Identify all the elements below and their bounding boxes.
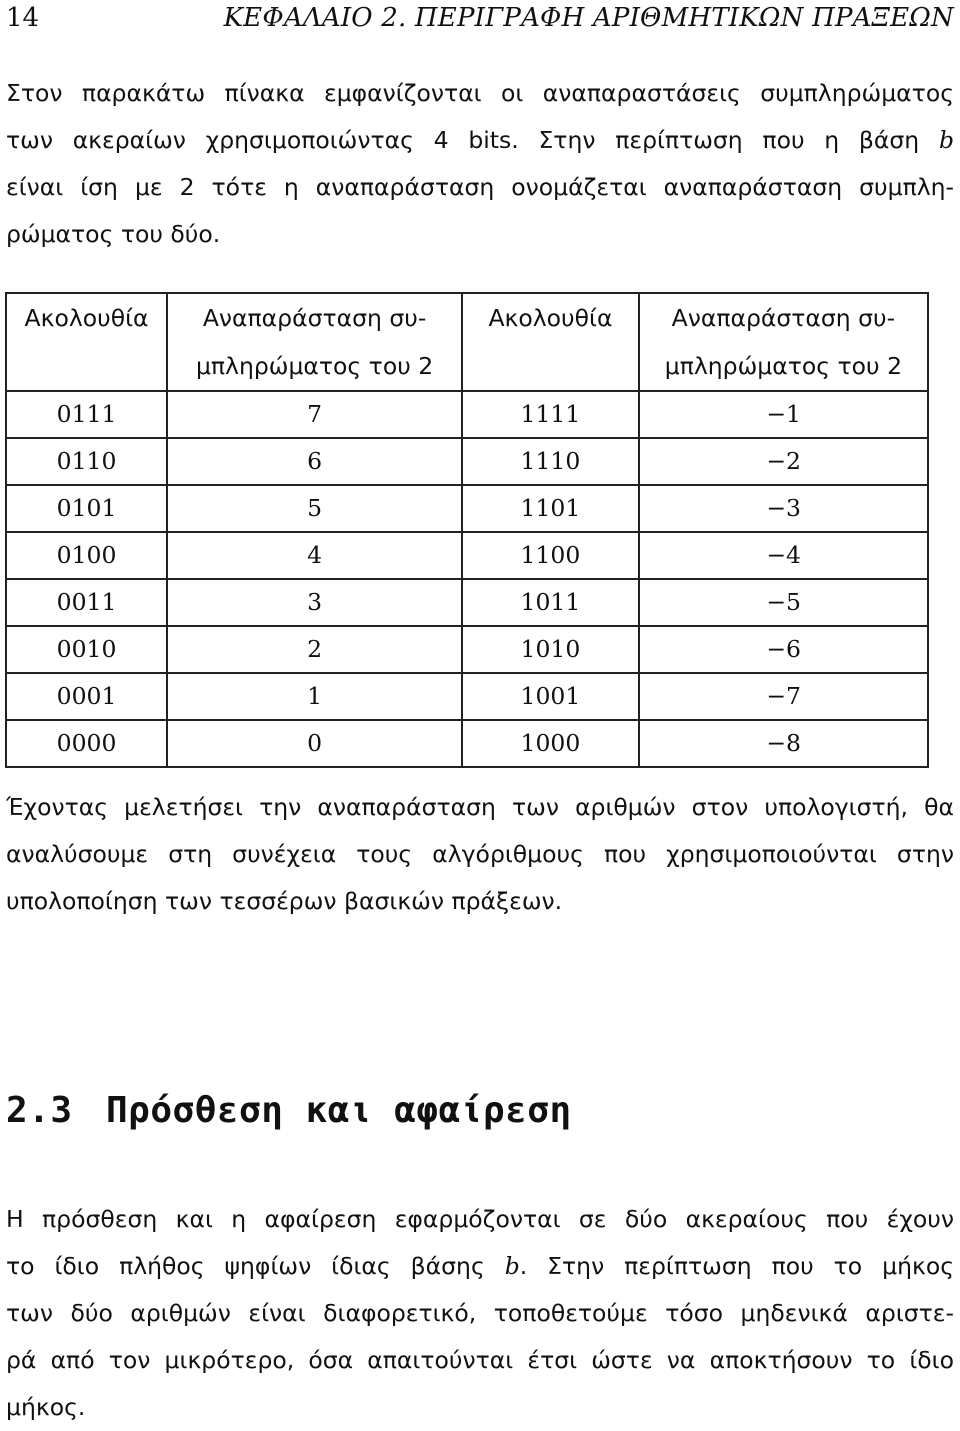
table-header-cell: Αναπαράσταση συ- μπληρώματος του 2 [167, 293, 462, 391]
table-cell: 0111 [6, 391, 167, 438]
page-number: 14 [6, 3, 40, 33]
table-cell: 1001 [462, 673, 639, 720]
running-header [6, 0, 954, 36]
intro-line: Στον παρακάτω πίνακα εμφανίζονται οι αναπαραστάσεις συμπληρώματος [6, 79, 954, 107]
table-cell: 5 [167, 485, 462, 532]
table-cell: 1 [167, 673, 462, 720]
table-row [6, 391, 928, 438]
paragraph-line: των δύο αριθμών είναι διαφορετικό, τοποθετούμε τόσο μηδενικά αριστε- [6, 1299, 954, 1327]
table-cell: 1101 [462, 485, 639, 532]
table-cell: 1011 [462, 579, 639, 626]
paragraph-line: ρά από τον μικρότερο, όσα απαιτούνται έτσι ώστε να αποκτήσουν το ίδιο [6, 1346, 954, 1374]
table-row [6, 673, 928, 720]
math-variable-b: b [504, 1252, 520, 1280]
table-cell: −3 [639, 485, 928, 532]
table-cell: 1000 [462, 720, 639, 767]
table-row [6, 579, 928, 626]
table-cell: 2 [167, 626, 462, 673]
table-cell: −2 [639, 438, 928, 485]
table-row [6, 720, 928, 767]
table-header-cell: Αναπαράσταση συ- μπληρώματος του 2 [639, 293, 928, 391]
table-cell: −6 [639, 626, 928, 673]
table-row [6, 626, 928, 673]
paragraph-line: Η πρόσθεση και η αφαίρεση εφαρμόζονται σε δύο ακεραίους που έχουν [6, 1205, 954, 1233]
math-variable-b: b [938, 126, 954, 154]
table-cell: 0001 [6, 673, 167, 720]
intro-line: είναι ίση με 2 τότε η αναπαράσταση ονομάζεται αναπαράσταση συμπλη- [6, 173, 954, 201]
intro-line: ρώματος του δύο. [6, 220, 221, 248]
table-cell: 3 [167, 579, 462, 626]
table-cell: −7 [639, 673, 928, 720]
table-header-row [6, 293, 928, 391]
table-row [6, 532, 928, 579]
paragraph-line: το ίδιο πλήθος ψηφίων ίδιας βάσης b. Στην περίπτωση που το μήκος [6, 1252, 954, 1280]
table-cell: 6 [167, 438, 462, 485]
table-cell: −1 [639, 391, 928, 438]
table-cell: 1110 [462, 438, 639, 485]
intro-line: των ακεραίων χρησιμοποιώντας 4 bits. Στην περίπτωση που η βάση b [6, 126, 954, 154]
table-cell: −5 [639, 579, 928, 626]
intro-paragraph [6, 70, 954, 258]
addition-subtraction-paragraph [6, 1196, 954, 1431]
table-cell: −4 [639, 532, 928, 579]
table-row [6, 485, 928, 532]
chapter-title: ΚΕΦΑΛΑΙΟ 2. ΠΕΡΙΓΡΑΦΗ ΑΡΙΘΜΗΤΙΚΩΝ ΠΡΑΞΕΩΝ [223, 3, 954, 33]
table-cell: 1010 [462, 626, 639, 673]
complement-table [5, 292, 929, 768]
paragraph-line: αναλύσουμε στη συνέχεια τους αλγόριθμους που χρησιμοποιούνται στην [6, 840, 954, 868]
table-cell: 0101 [6, 485, 167, 532]
section-number: 2.3 [6, 1090, 73, 1131]
paragraph-line: μήκος. [6, 1393, 86, 1421]
table-header-cell: Ακολουθία [462, 293, 639, 391]
table-cell: −8 [639, 720, 928, 767]
table-cell: 0011 [6, 579, 167, 626]
table-cell: 0100 [6, 532, 167, 579]
table-cell: 0000 [6, 720, 167, 767]
table-cell: 0110 [6, 438, 167, 485]
table-cell: 1100 [462, 532, 639, 579]
paragraph-line: Έχοντας μελετήσει την αναπαράσταση των αριθμών στον υπολογιστή, θα [6, 793, 954, 821]
table-cell: 7 [167, 391, 462, 438]
table-header-cell: Ακολουθία [6, 293, 167, 391]
table-cell: 1111 [462, 391, 639, 438]
paragraph-line: υπολοποίηση των τεσσέρων βασικών πράξεων. [6, 887, 563, 915]
section-title: Πρόσθεση και αφαίρεση [106, 1090, 572, 1131]
section-heading [6, 1085, 572, 1137]
table-cell: 4 [167, 532, 462, 579]
table-cell: 0010 [6, 626, 167, 673]
after-table-paragraph [6, 784, 954, 925]
table-cell: 0 [167, 720, 462, 767]
table-row [6, 438, 928, 485]
